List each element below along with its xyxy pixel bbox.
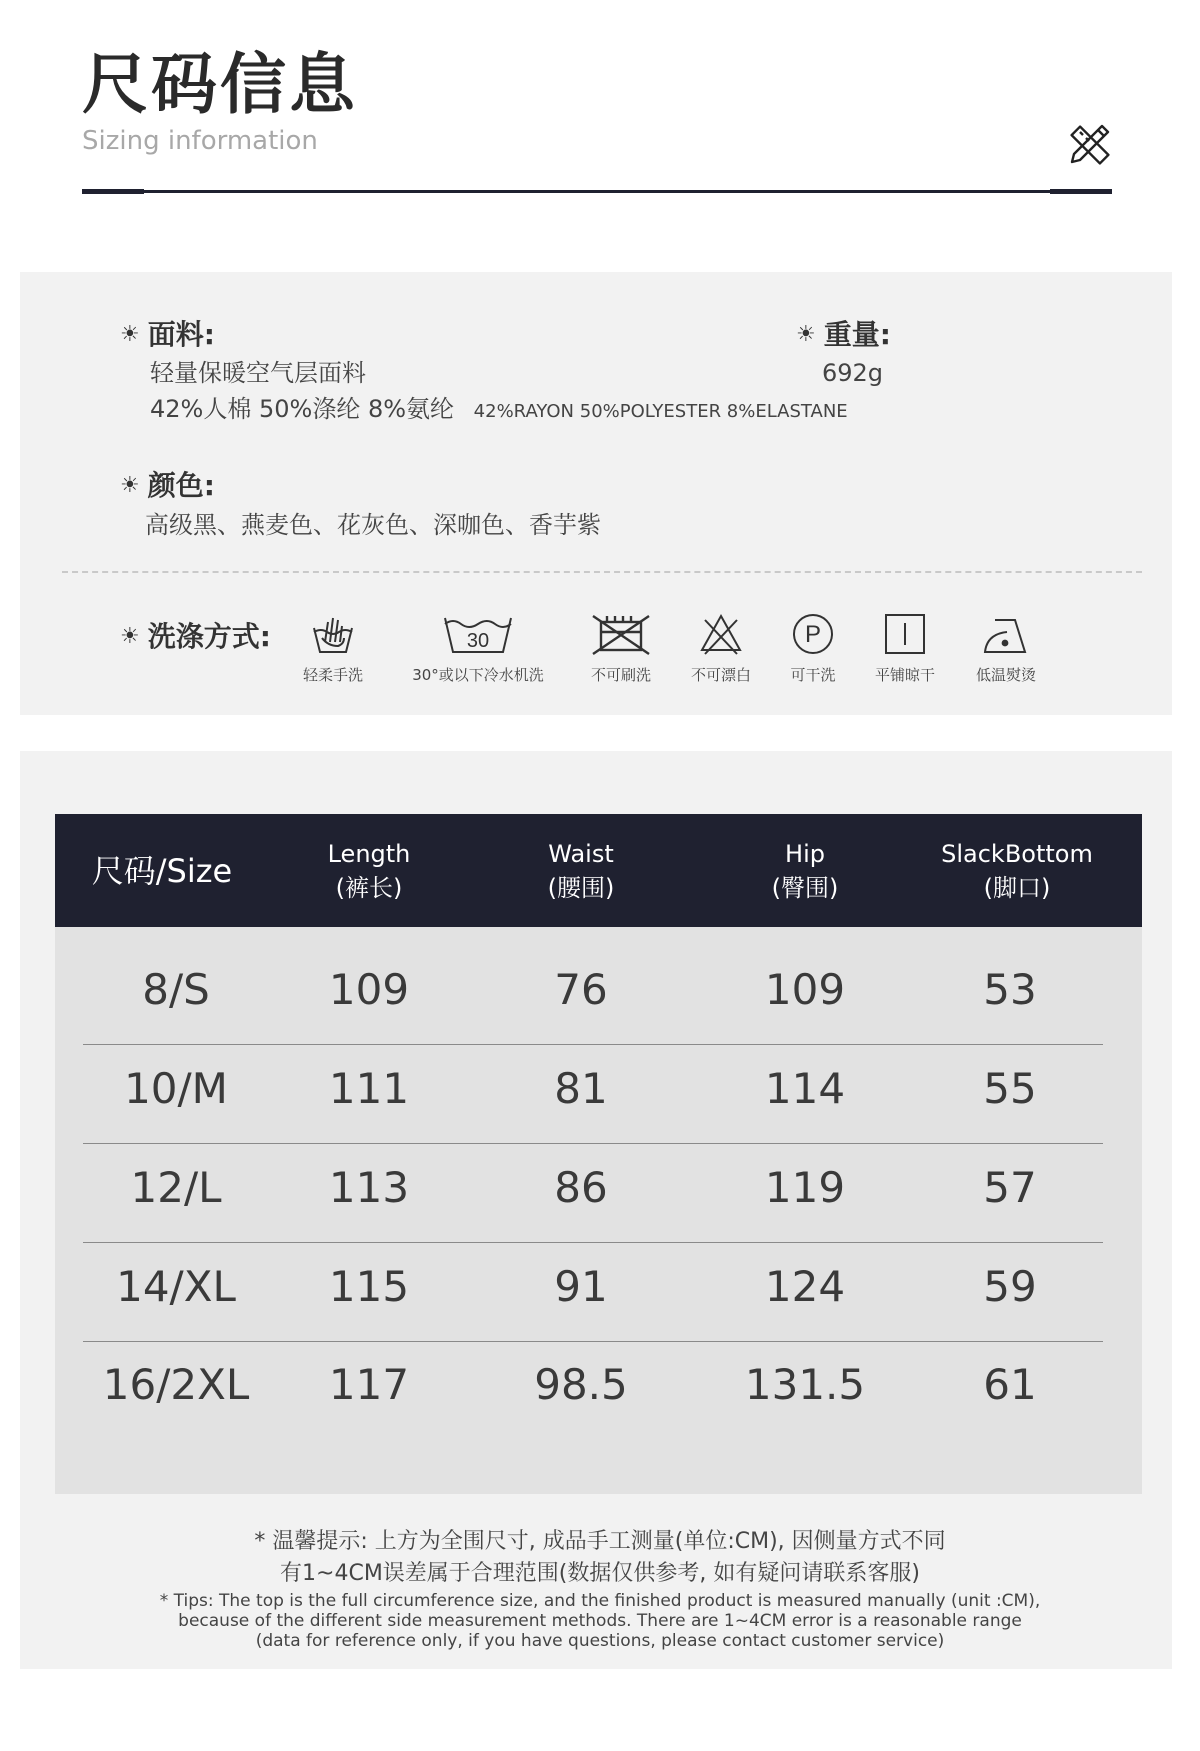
- table-cell: 16/2XL: [102, 1360, 250, 1409]
- page-title: 尺码信息: [82, 46, 358, 123]
- table-cell: 119: [764, 1163, 846, 1212]
- care-hand-wash: 轻柔手洗: [296, 612, 370, 685]
- header-slack-bottom: SlackBottom (脚口): [941, 839, 1093, 902]
- table-cell: 86: [554, 1163, 608, 1212]
- table-cell: 61: [983, 1360, 1037, 1409]
- sun-bullet-icon: ☀: [120, 624, 140, 649]
- care-no-brush: 不可刷洗: [586, 612, 656, 685]
- table-cell: 113: [328, 1163, 410, 1212]
- table-cell: 59: [983, 1262, 1037, 1311]
- table-cell: 10/M: [124, 1064, 228, 1113]
- header-length: Length (裤长): [327, 839, 411, 902]
- fabric-label: ☀ 面料:: [120, 318, 215, 351]
- table-cell: 109: [328, 965, 410, 1014]
- hand-wash-icon: [308, 612, 358, 656]
- svg-text:P: P: [804, 621, 822, 648]
- table-cell: 8/S: [142, 965, 210, 1014]
- table-cell: 109: [764, 965, 846, 1014]
- header-divider: [82, 190, 1112, 193]
- sun-bullet-icon: ☀: [120, 322, 140, 347]
- fabric-composition: [150, 397, 848, 421]
- machine-wash-30-icon: [441, 612, 515, 656]
- care-dry-clean: P 可干洗: [780, 612, 846, 685]
- header-hip: Hip (臀围): [771, 839, 839, 902]
- table-row: [83, 1034, 1103, 1144]
- table-cell: 111: [328, 1064, 410, 1113]
- dashed-divider: [62, 571, 1142, 573]
- table-cell: 55: [983, 1064, 1037, 1113]
- table-cell: 124: [764, 1262, 846, 1311]
- dry-clean-p-icon: [791, 612, 835, 656]
- washing-label: ☀ 洗涤方式:: [120, 620, 271, 653]
- care-no-bleach: 不可漂白: [686, 612, 756, 685]
- care-dry-flat: 平铺晾干: [868, 612, 942, 685]
- iron-low-icon: [981, 612, 1031, 656]
- weight-value: 692g: [822, 359, 884, 387]
- tip-cn-line1: * 温馨提示: 上方为全围尺寸, 成品手工测量(单位:CM), 因侧量方式不同: [254, 1529, 946, 1554]
- dry-flat-icon: [883, 612, 927, 656]
- table-cell: 117: [328, 1360, 410, 1409]
- ruler-pencil-icon: [1064, 120, 1114, 170]
- table-cell: 53: [983, 965, 1037, 1014]
- tip-cn-line2: 有1~4CM误差属于合理范围(数据仅供参考, 如有疑问请联系客服): [280, 1561, 920, 1586]
- table-cell: 115: [328, 1262, 410, 1311]
- size-table: [55, 814, 1142, 1494]
- header-waist: Waist (腰围): [547, 839, 615, 902]
- fabric-name: 轻量保暖空气层面料: [150, 359, 366, 387]
- table-cell: 114: [764, 1064, 846, 1113]
- table-cell: 81: [554, 1064, 608, 1113]
- table-cell: 131.5: [744, 1360, 866, 1409]
- svg-text:30: 30: [466, 630, 490, 652]
- color-values: 高级黑、燕麦色、花灰色、深咖色、香芋紫: [145, 511, 601, 539]
- sun-bullet-icon: ☀: [120, 473, 140, 498]
- no-brush-icon: [589, 612, 653, 656]
- page-subtitle: Sizing information: [82, 126, 318, 156]
- table-row: [83, 1330, 1103, 1439]
- tip-en-line3: (data for reference only, if you have questions, please contact customer service): [255, 1631, 945, 1651]
- care-iron-low: 低温熨烫: [966, 612, 1046, 685]
- table-cell: 14/XL: [116, 1262, 236, 1311]
- table-row: [83, 1232, 1103, 1342]
- sun-bullet-icon: ☀: [796, 322, 816, 347]
- table-cell: 98.5: [534, 1360, 628, 1409]
- table-row: [83, 1133, 1103, 1243]
- table-cell: 76: [554, 965, 608, 1014]
- table-header: [55, 814, 1142, 927]
- tip-en-line1: * Tips: The top is the full circumference size, and the finished product is measured manually (unit :CM),: [159, 1591, 1041, 1611]
- table-cell: 57: [983, 1163, 1037, 1212]
- fabric-composition-cn: 42%人棉 50%涤纶 8%氨纶: [150, 395, 455, 423]
- table-row: [83, 935, 1103, 1045]
- care-machine-wash-30: 30 30°或以下冷水机洗: [400, 612, 556, 685]
- color-label: ☀ 颜色:: [120, 469, 215, 502]
- tip-en-line2: because of the different side measurement methods. There are 1~4CM error is a reasonable range: [178, 1611, 1022, 1631]
- weight-label: ☀ 重量:: [796, 318, 891, 351]
- table-cell: 91: [554, 1262, 608, 1311]
- no-bleach-icon: [699, 612, 743, 656]
- fabric-composition-en: 42%RAYON 50%POLYESTER 8%ELASTANE: [473, 401, 848, 422]
- header-size: 尺码/Size: [91, 851, 233, 890]
- table-cell: 12/L: [130, 1163, 222, 1212]
